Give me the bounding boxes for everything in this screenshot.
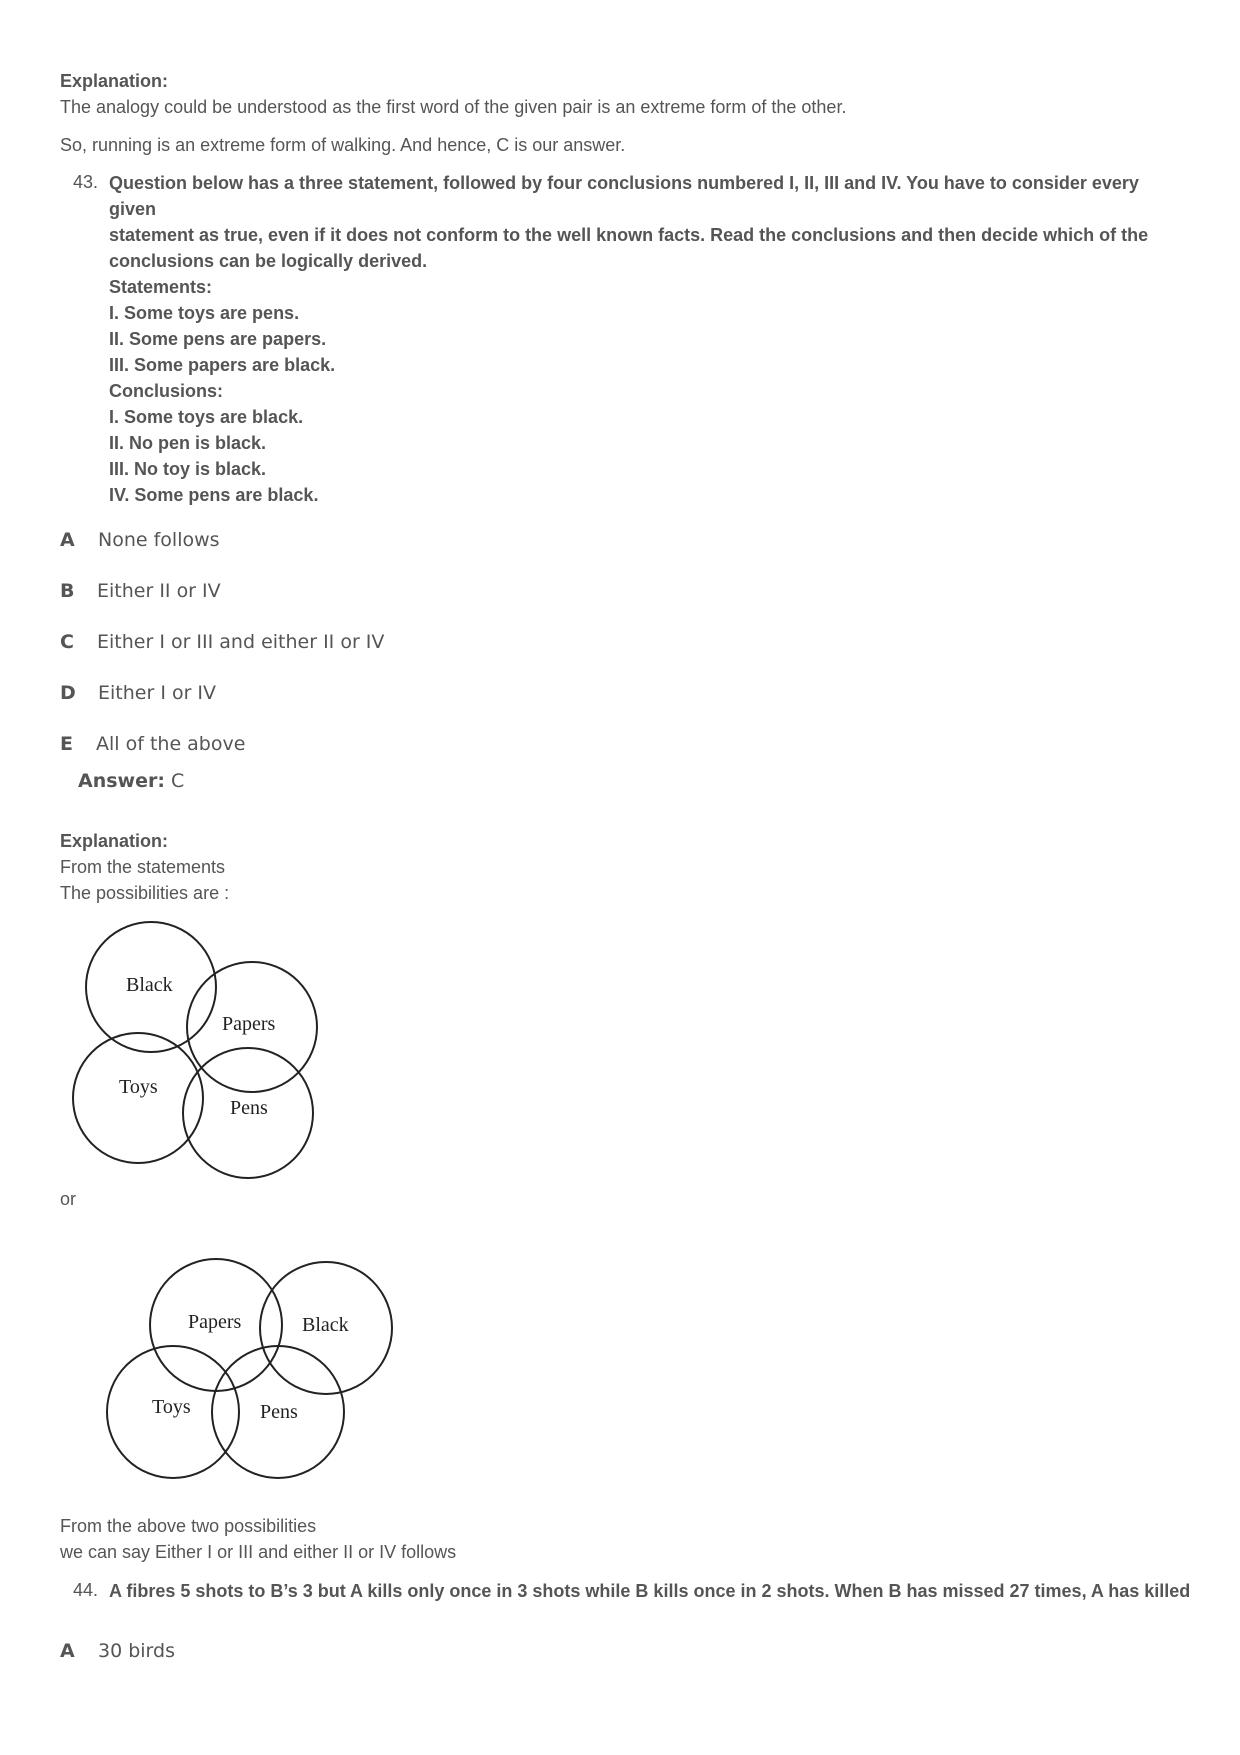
explanation-text: we can say Either I or III and either II or IV follows (60, 1542, 457, 1562)
answer-value: C (171, 770, 185, 792)
conclusion: I. Some toys are black. (109, 407, 304, 427)
statement: II. Some pens are papers. (109, 329, 327, 349)
explanation-text: From the above two possibilities (60, 1516, 317, 1536)
answer-label: Answer: (78, 770, 165, 792)
venn-label-black: Black (302, 1314, 349, 1336)
or-text: or (60, 1189, 77, 1209)
venn-label-toys: Toys (119, 1076, 158, 1098)
option-letter: C (60, 631, 74, 653)
statements-heading: Statements: (109, 277, 213, 297)
option-letter: D (60, 682, 76, 704)
option-text: Either II or IV (97, 580, 221, 602)
conclusion: IV. Some pens are black. (109, 485, 319, 505)
statement: I. Some toys are pens. (109, 303, 300, 323)
question-number: 43. (73, 172, 99, 192)
explanation-text: The possibilities are : (60, 883, 230, 903)
option-text: Either I or IV (98, 682, 217, 704)
explanation-text: From the statements (60, 857, 226, 877)
option-letter: A (60, 1640, 75, 1662)
explanation-heading: Explanation: (60, 831, 169, 851)
venn-label-toys: Toys (152, 1396, 191, 1418)
question-prompt: statement as true, even if it does not conform to the well known facts. Read the conclusions and then decide which of the (109, 225, 1149, 245)
option-letter: B (60, 580, 75, 602)
question-body (109, 170, 1179, 508)
question-body (109, 1578, 1191, 1604)
option-letter: A (60, 529, 75, 551)
venn-circle-toys (73, 1033, 203, 1163)
question-prompt: conclusions can be logically derived. (109, 251, 428, 271)
answer-line (78, 770, 184, 792)
explanation-heading: Explanation: (60, 71, 169, 91)
question-number: 44. (73, 1580, 99, 1600)
explanation-text: The analogy could be understood as the first word of the given pair is an extreme form of the other. (60, 97, 847, 117)
option-text: None follows (98, 529, 220, 551)
venn-label-pens: Pens (230, 1097, 268, 1119)
option-text: Either I or III and either II or IV (97, 631, 385, 653)
statement: III. Some papers are black. (109, 355, 336, 375)
venn-label-papers: Papers (188, 1311, 242, 1333)
venn-diagram-2 (100, 1245, 400, 1490)
option-text: 30 birds (98, 1640, 175, 1662)
option-letter: E (60, 733, 73, 755)
question-prompt: Question below has a three statement, followed by four conclusions numbered I, II, III and IV. You have to consider every given (109, 173, 1139, 219)
venn-label-pens: Pens (260, 1401, 298, 1423)
venn-label-black: Black (126, 974, 173, 996)
venn-diagram-1 (60, 915, 340, 1180)
venn-label-papers: Papers (222, 1013, 276, 1035)
conclusion: II. No pen is black. (109, 433, 267, 453)
conclusion: III. No toy is black. (109, 459, 267, 479)
explanation-text: So, running is an extreme form of walking. And hence, C is our answer. (60, 135, 626, 155)
conclusions-heading: Conclusions: (109, 381, 224, 401)
option-text: All of the above (96, 733, 246, 755)
question-prompt: A fibres 5 shots to B’s 3 but A kills only once in 3 shots while B kills once in 2 shots. When B has missed 27 times, A has killed (109, 1581, 1191, 1601)
